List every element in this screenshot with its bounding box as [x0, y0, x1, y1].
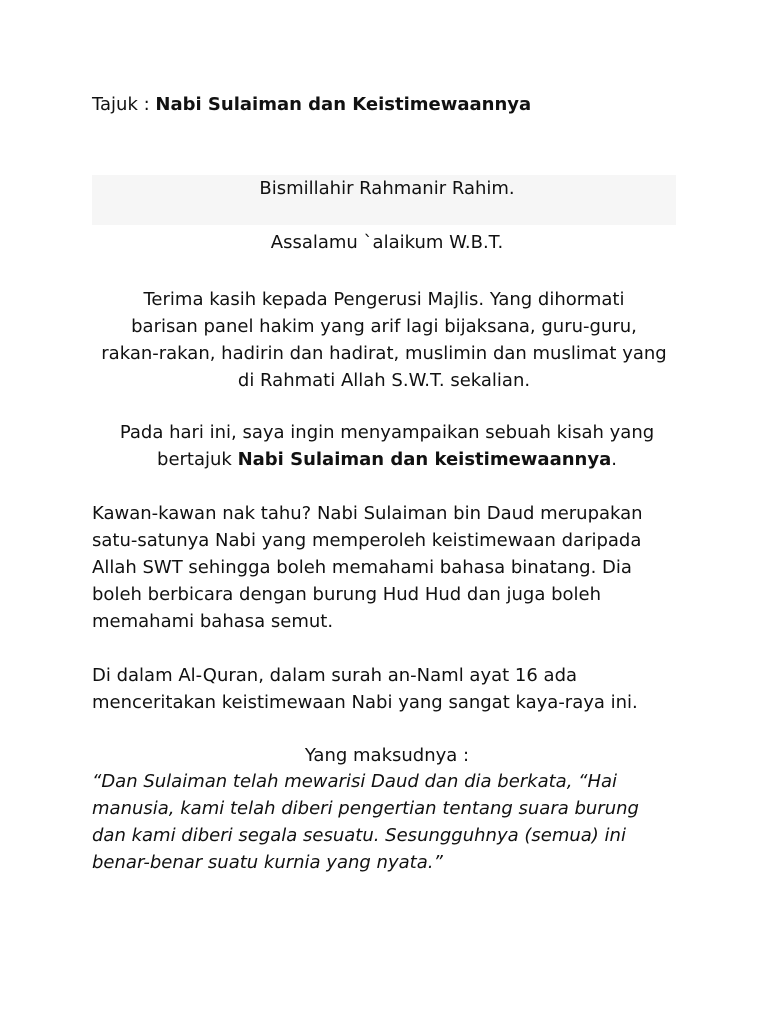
body-paragraph — [92, 662, 682, 716]
quran-quote — [92, 768, 682, 876]
intro-line: Pada hari ini, saya ingin menyampaikan sebuah kisah yang — [119, 422, 655, 443]
quote-line: manusia, kami telah diberi pengertian tentang suara burung — [92, 798, 639, 819]
intro-prefix: bertajuk — [157, 449, 238, 470]
title-line — [92, 91, 682, 118]
body-paragraph — [92, 500, 682, 635]
greeting-line: di Rahmati Allah S.W.T. sekalian. — [237, 370, 531, 391]
quote-line: “Dan Sulaiman telah mewarisi Daud dan dia berkata, “Hai — [92, 771, 618, 792]
greeting-line: Terima kasih kepada Pengerusi Majlis. Yang dihormati — [143, 289, 625, 310]
meaning-label: Yang maksudnya : — [304, 745, 470, 766]
paragraph-line: boleh berbicara dengan burung Hud Hud dan juga boleh — [92, 584, 602, 605]
greeting-line: barisan panel hakim yang arif lagi bijaksana, guru-guru, — [131, 316, 637, 337]
paragraph-line: Di dalam Al-Quran, dalam surah an-Naml ayat 16 ada — [92, 665, 578, 686]
intro-suffix: . — [611, 449, 617, 470]
paragraph-line: Allah SWT sehingga boleh memahami bahasa binatang. Dia — [92, 557, 632, 578]
intro-line — [92, 446, 682, 473]
intro-paragraph — [92, 419, 682, 473]
quote-line: benar-benar suatu kurnia yang nyata.” — [92, 852, 443, 873]
intro-story-title: Nabi Sulaiman dan keistimewaannya — [237, 449, 612, 470]
paragraph-line: satu-satunya Nabi yang memperoleh keistimewaan daripada — [92, 530, 642, 551]
title-text: Nabi Sulaiman dan Keistimewaannya — [155, 94, 532, 115]
salam-text: Assalamu `alaikum W.B.T. — [270, 232, 504, 253]
paragraph-line: menceritakan keistimewaan Nabi yang sangat kaya-raya ini. — [92, 692, 638, 713]
greeting-line: rakan-rakan, hadirin dan hadirat, muslimin dan muslimat yang — [101, 343, 667, 364]
title-prefix: Tajuk : — [92, 94, 156, 115]
paragraph-line: memahami bahasa semut. — [92, 611, 334, 632]
greeting-paragraph — [82, 286, 686, 394]
paragraph-line: Kawan-kawan nak tahu? Nabi Sulaiman bin Daud merupakan — [92, 503, 643, 524]
bismillah-text: Bismillahir Rahmanir Rahim. — [259, 178, 515, 199]
quote-line: dan kami diberi segala sesuatu. Sesungguhnya (semua) ini — [92, 825, 626, 846]
